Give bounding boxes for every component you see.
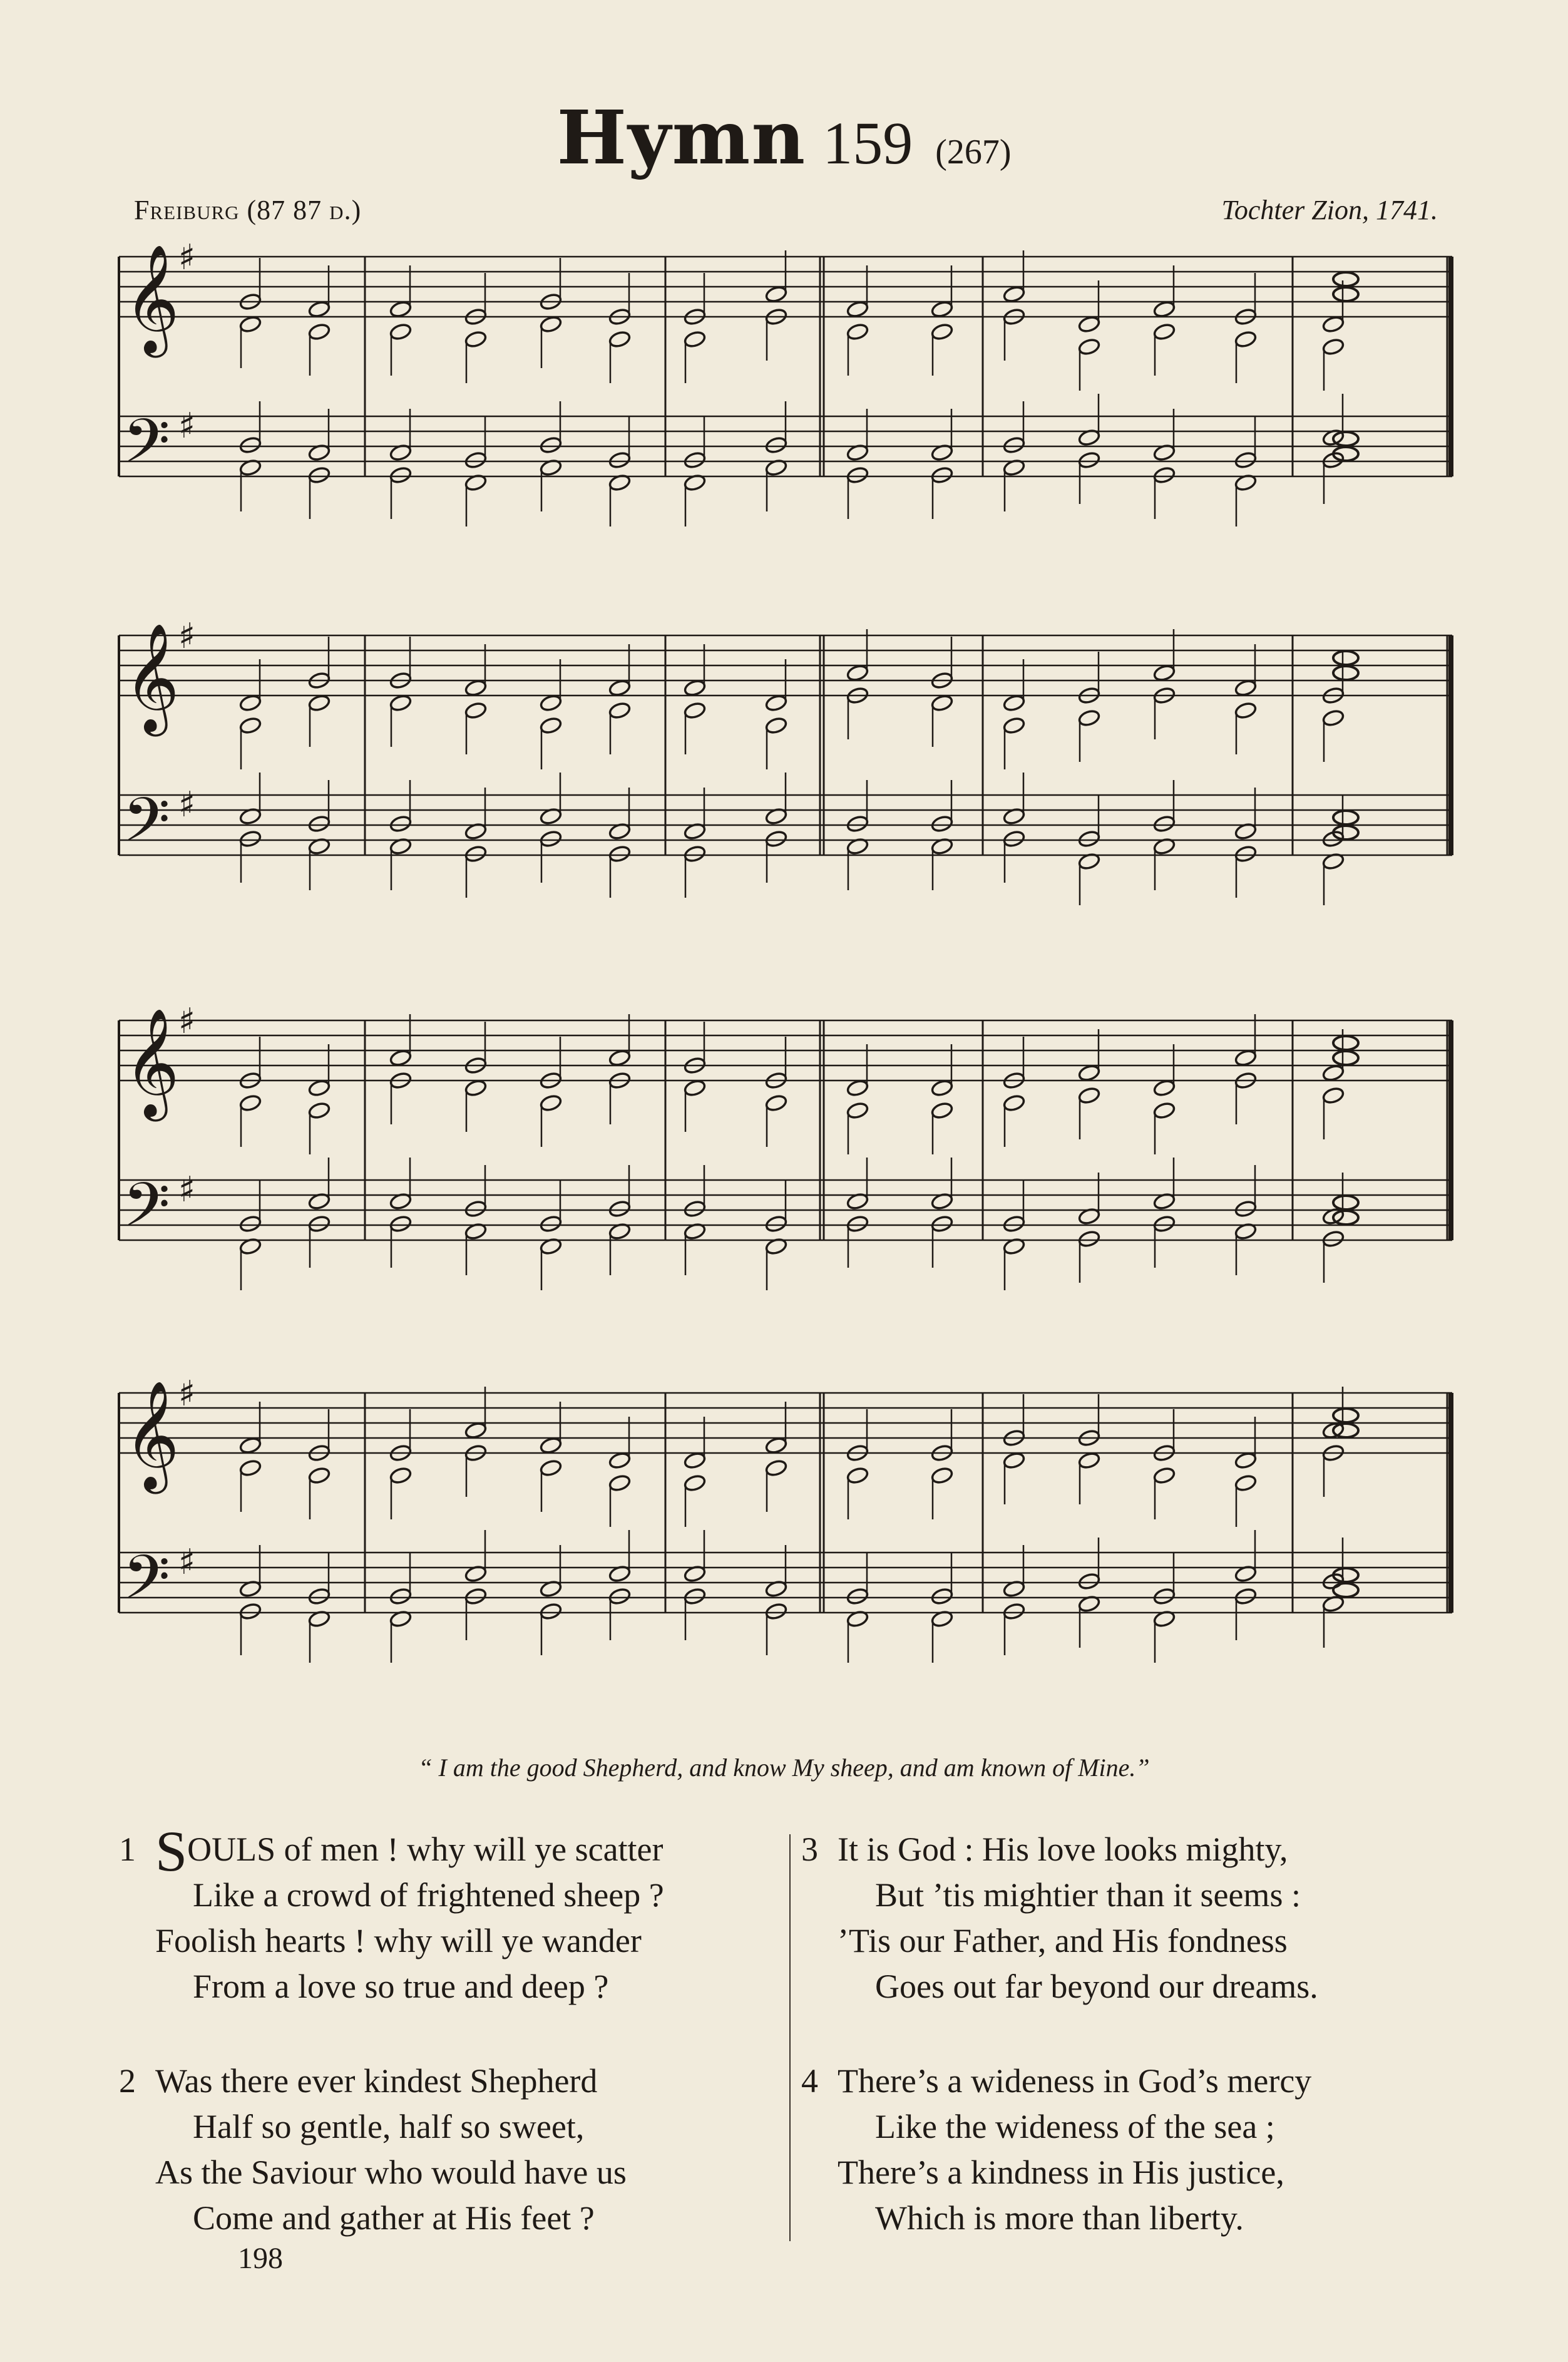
bass-clef-icon: 𝄢 bbox=[123, 1169, 170, 1255]
half-note bbox=[1234, 845, 1258, 863]
whole-note bbox=[1333, 272, 1358, 286]
hymn-number: 159 bbox=[822, 110, 913, 177]
sharp-icon: ♯ bbox=[178, 1169, 196, 1210]
half-note bbox=[608, 1199, 632, 1218]
treble-clef-icon: 𝄞 bbox=[124, 1380, 180, 1489]
verse-line: SOULS of men ! why will ye scatter bbox=[155, 1819, 664, 1883]
verse-number: 4 bbox=[801, 2062, 818, 2100]
whole-note bbox=[1333, 1409, 1358, 1422]
half-note bbox=[389, 1466, 412, 1485]
half-note bbox=[464, 1587, 488, 1606]
whole-note bbox=[1333, 1583, 1358, 1597]
half-note bbox=[765, 436, 788, 454]
half-note bbox=[1078, 451, 1101, 470]
half-note bbox=[1153, 1079, 1176, 1097]
half-note bbox=[389, 694, 412, 712]
half-note bbox=[765, 716, 788, 735]
music-system-1 bbox=[0, 238, 1568, 538]
verse-line: As the Saviour who would have us bbox=[155, 2154, 627, 2191]
half-note bbox=[1234, 1474, 1258, 1492]
half-note bbox=[1078, 829, 1101, 848]
half-note bbox=[540, 1214, 563, 1233]
half-note bbox=[389, 814, 412, 833]
half-note bbox=[765, 1214, 788, 1233]
verse-4 bbox=[801, 2058, 1312, 2241]
half-note bbox=[239, 436, 262, 454]
whole-note bbox=[1333, 1424, 1358, 1437]
half-note bbox=[846, 322, 869, 341]
half-note bbox=[765, 1094, 788, 1112]
music-system-2 bbox=[0, 617, 1568, 917]
half-note bbox=[1078, 1572, 1101, 1591]
music-system-4 bbox=[0, 1374, 1568, 1675]
half-note bbox=[931, 322, 954, 341]
half-note bbox=[1322, 337, 1345, 356]
half-note bbox=[308, 322, 331, 341]
whole-note bbox=[1333, 1051, 1358, 1065]
half-note bbox=[1234, 679, 1258, 697]
half-note bbox=[931, 1466, 954, 1485]
half-note bbox=[1003, 829, 1026, 848]
half-note bbox=[846, 466, 869, 485]
sharp-icon: ♯ bbox=[178, 1001, 196, 1042]
bass-clef-icon: 𝄢 bbox=[123, 405, 170, 491]
half-note bbox=[1078, 1086, 1101, 1105]
tune-name: Freiburg (87 87 d.) bbox=[134, 195, 362, 225]
hymn-word: Hymn bbox=[556, 94, 807, 181]
verse-line: Goes out far beyond our dreams. bbox=[875, 1968, 1318, 2005]
verse-line: There’s a wideness in God’s mercy bbox=[838, 2062, 1312, 2100]
half-note bbox=[608, 701, 632, 720]
half-note bbox=[389, 1587, 412, 1606]
hymn-title bbox=[0, 94, 1568, 181]
whole-note bbox=[1333, 287, 1358, 301]
half-note bbox=[765, 694, 788, 712]
half-note bbox=[846, 1466, 869, 1485]
sharp-icon: ♯ bbox=[178, 616, 196, 657]
half-note bbox=[608, 451, 632, 470]
half-note bbox=[464, 451, 488, 470]
half-note bbox=[765, 285, 788, 304]
half-note bbox=[1322, 1086, 1345, 1105]
half-note bbox=[1322, 1230, 1345, 1248]
half-note bbox=[540, 1094, 563, 1112]
whole-note bbox=[1333, 651, 1358, 665]
verse-line: Like a crowd of frightened sheep ? bbox=[193, 1876, 664, 1914]
half-note bbox=[608, 1049, 632, 1067]
half-note bbox=[308, 1587, 331, 1606]
half-note bbox=[239, 315, 262, 334]
verse-line: From a love so true and deep ? bbox=[193, 1968, 609, 2005]
half-note bbox=[765, 1602, 788, 1621]
half-note bbox=[931, 300, 954, 319]
half-note bbox=[389, 1049, 412, 1067]
half-note bbox=[540, 1436, 563, 1455]
half-note bbox=[931, 694, 954, 712]
half-note bbox=[608, 1587, 632, 1606]
half-note bbox=[608, 330, 632, 349]
half-note bbox=[1234, 330, 1258, 349]
half-note bbox=[931, 1101, 954, 1120]
half-note bbox=[389, 466, 412, 485]
half-note bbox=[308, 1466, 331, 1485]
half-note bbox=[1153, 322, 1176, 341]
verse-line: Which is more than liberty. bbox=[875, 2199, 1244, 2237]
half-note bbox=[239, 1459, 262, 1477]
whole-note bbox=[1333, 1196, 1358, 1209]
sharp-icon: ♯ bbox=[178, 1374, 196, 1414]
half-note bbox=[1234, 1587, 1258, 1606]
half-note bbox=[308, 1101, 331, 1120]
whole-note bbox=[1333, 666, 1358, 680]
half-note bbox=[1153, 1214, 1176, 1233]
half-note bbox=[308, 814, 331, 833]
treble-clef-icon: 𝄞 bbox=[124, 623, 180, 732]
half-note bbox=[239, 716, 262, 735]
half-note bbox=[931, 1079, 954, 1097]
half-note bbox=[1078, 1064, 1101, 1082]
alternate-hymn-number: (267) bbox=[935, 133, 1012, 172]
half-note bbox=[308, 1214, 331, 1233]
half-note bbox=[1322, 315, 1345, 334]
half-note bbox=[1078, 337, 1101, 356]
half-note bbox=[1153, 466, 1176, 485]
verse-line: Come and gather at His feet ? bbox=[193, 2199, 595, 2237]
half-note bbox=[1153, 300, 1176, 319]
half-note bbox=[608, 1451, 632, 1470]
whole-note bbox=[1333, 432, 1358, 446]
half-note bbox=[1078, 315, 1101, 334]
half-note bbox=[540, 1459, 563, 1477]
half-note bbox=[1234, 1451, 1258, 1470]
verse-line: Foolish hearts ! why will ye wander bbox=[155, 1922, 642, 1959]
half-note bbox=[239, 1214, 262, 1233]
half-note bbox=[1003, 716, 1026, 735]
half-note bbox=[684, 1587, 707, 1606]
half-note bbox=[1003, 436, 1026, 454]
bass-clef-icon: 𝄢 bbox=[123, 784, 170, 870]
column-divider bbox=[789, 1834, 791, 2241]
half-note bbox=[1234, 1199, 1258, 1218]
half-note bbox=[684, 701, 707, 720]
drop-cap: S bbox=[155, 1819, 188, 1883]
half-note bbox=[684, 1199, 707, 1218]
half-note bbox=[846, 1101, 869, 1120]
verse-line: But ’tis mightier than it seems : bbox=[875, 1876, 1301, 1914]
epigraph: “ I am the good Shepherd, and know My sheep, and am known of Mine.” bbox=[418, 1754, 1150, 1782]
half-note bbox=[846, 300, 869, 319]
verse-line: There’s a kindness in His justice, bbox=[838, 2154, 1284, 2191]
half-note bbox=[608, 1474, 632, 1492]
treble-clef-icon: 𝄞 bbox=[124, 244, 180, 353]
half-note bbox=[1003, 1451, 1026, 1470]
music-system-3 bbox=[0, 1002, 1568, 1302]
treble-clef-icon: 𝄞 bbox=[124, 1008, 180, 1117]
whole-note bbox=[1333, 811, 1358, 824]
half-note bbox=[1003, 694, 1026, 712]
verse-1 bbox=[119, 1819, 664, 2010]
half-note bbox=[464, 845, 488, 863]
verse-2 bbox=[119, 2058, 627, 2241]
half-note bbox=[931, 814, 954, 833]
half-note bbox=[765, 1436, 788, 1455]
half-note bbox=[1153, 1466, 1176, 1485]
half-note bbox=[540, 315, 563, 334]
half-note bbox=[464, 1079, 488, 1097]
half-note bbox=[308, 694, 331, 712]
half-note bbox=[389, 1214, 412, 1233]
page-number: 198 bbox=[238, 2242, 283, 2275]
final-barline bbox=[1448, 257, 1453, 476]
sharp-icon: ♯ bbox=[178, 237, 196, 278]
sharp-icon: ♯ bbox=[178, 406, 196, 446]
half-note bbox=[1153, 1587, 1176, 1606]
half-note bbox=[308, 300, 331, 319]
half-note bbox=[239, 1436, 262, 1455]
half-note bbox=[931, 1587, 954, 1606]
half-note bbox=[684, 330, 707, 349]
half-note bbox=[1153, 814, 1176, 833]
half-note bbox=[684, 1451, 707, 1470]
half-note bbox=[1234, 1049, 1258, 1067]
final-barline bbox=[1448, 1393, 1453, 1613]
sharp-icon: ♯ bbox=[178, 1542, 196, 1583]
half-note bbox=[1153, 1101, 1176, 1120]
half-note bbox=[1078, 709, 1101, 727]
half-note bbox=[931, 1214, 954, 1233]
half-note bbox=[540, 1602, 563, 1621]
half-note bbox=[540, 829, 563, 848]
half-note bbox=[931, 466, 954, 485]
half-note bbox=[1003, 1214, 1026, 1233]
half-note bbox=[308, 1079, 331, 1097]
verse-line: ’Tis our Father, and His fondness bbox=[838, 1922, 1288, 1959]
half-note bbox=[1078, 1230, 1101, 1248]
half-note bbox=[1078, 1451, 1101, 1470]
half-note bbox=[846, 1214, 869, 1233]
half-note bbox=[608, 845, 632, 863]
verse-line: Was there ever kindest Shepherd bbox=[155, 2062, 598, 2100]
half-note bbox=[1322, 1064, 1345, 1082]
verse-line: It is God : His love looks mighty, bbox=[838, 1831, 1288, 1868]
final-barline bbox=[1448, 635, 1453, 855]
verse-number: 1 bbox=[119, 1831, 136, 1868]
half-note bbox=[1003, 1602, 1026, 1621]
half-note bbox=[1003, 285, 1026, 304]
half-note bbox=[239, 694, 262, 712]
half-note bbox=[846, 664, 869, 682]
verse-line: Half so gentle, half so sweet, bbox=[193, 2108, 585, 2145]
half-note bbox=[308, 466, 331, 485]
half-note bbox=[464, 1421, 488, 1440]
half-note bbox=[1234, 701, 1258, 720]
half-note bbox=[464, 679, 488, 697]
half-note bbox=[684, 451, 707, 470]
half-note bbox=[540, 716, 563, 735]
half-note bbox=[464, 701, 488, 720]
verse-number: 2 bbox=[119, 2062, 136, 2100]
half-note bbox=[684, 1079, 707, 1097]
half-note bbox=[239, 829, 262, 848]
half-note bbox=[684, 845, 707, 863]
half-note bbox=[239, 1094, 262, 1112]
half-note bbox=[239, 1602, 262, 1621]
half-note bbox=[389, 300, 412, 319]
sharp-icon: ♯ bbox=[178, 784, 196, 825]
half-note bbox=[1322, 709, 1345, 727]
half-note bbox=[540, 436, 563, 454]
half-note bbox=[846, 1079, 869, 1097]
half-note bbox=[1153, 664, 1176, 682]
half-note bbox=[464, 1199, 488, 1218]
half-note bbox=[608, 679, 632, 697]
verse-line: Like the wideness of the sea ; bbox=[875, 2108, 1275, 2145]
half-note bbox=[1003, 1094, 1026, 1112]
verse-number: 3 bbox=[801, 1831, 818, 1868]
half-note bbox=[540, 694, 563, 712]
half-note bbox=[464, 330, 488, 349]
half-note bbox=[684, 679, 707, 697]
half-note bbox=[765, 829, 788, 848]
half-note bbox=[765, 1459, 788, 1477]
half-note bbox=[846, 1587, 869, 1606]
half-note bbox=[1234, 451, 1258, 470]
verse-3 bbox=[801, 1827, 1318, 2010]
bass-clef-icon: 𝄢 bbox=[123, 1541, 170, 1628]
whole-note bbox=[1333, 1036, 1358, 1050]
half-note bbox=[684, 1474, 707, 1492]
half-note bbox=[389, 322, 412, 341]
whole-note bbox=[1333, 1211, 1358, 1225]
half-note bbox=[846, 814, 869, 833]
final-barline bbox=[1448, 1020, 1453, 1240]
tune-source: Tochter Zion, 1741. bbox=[1221, 195, 1438, 225]
